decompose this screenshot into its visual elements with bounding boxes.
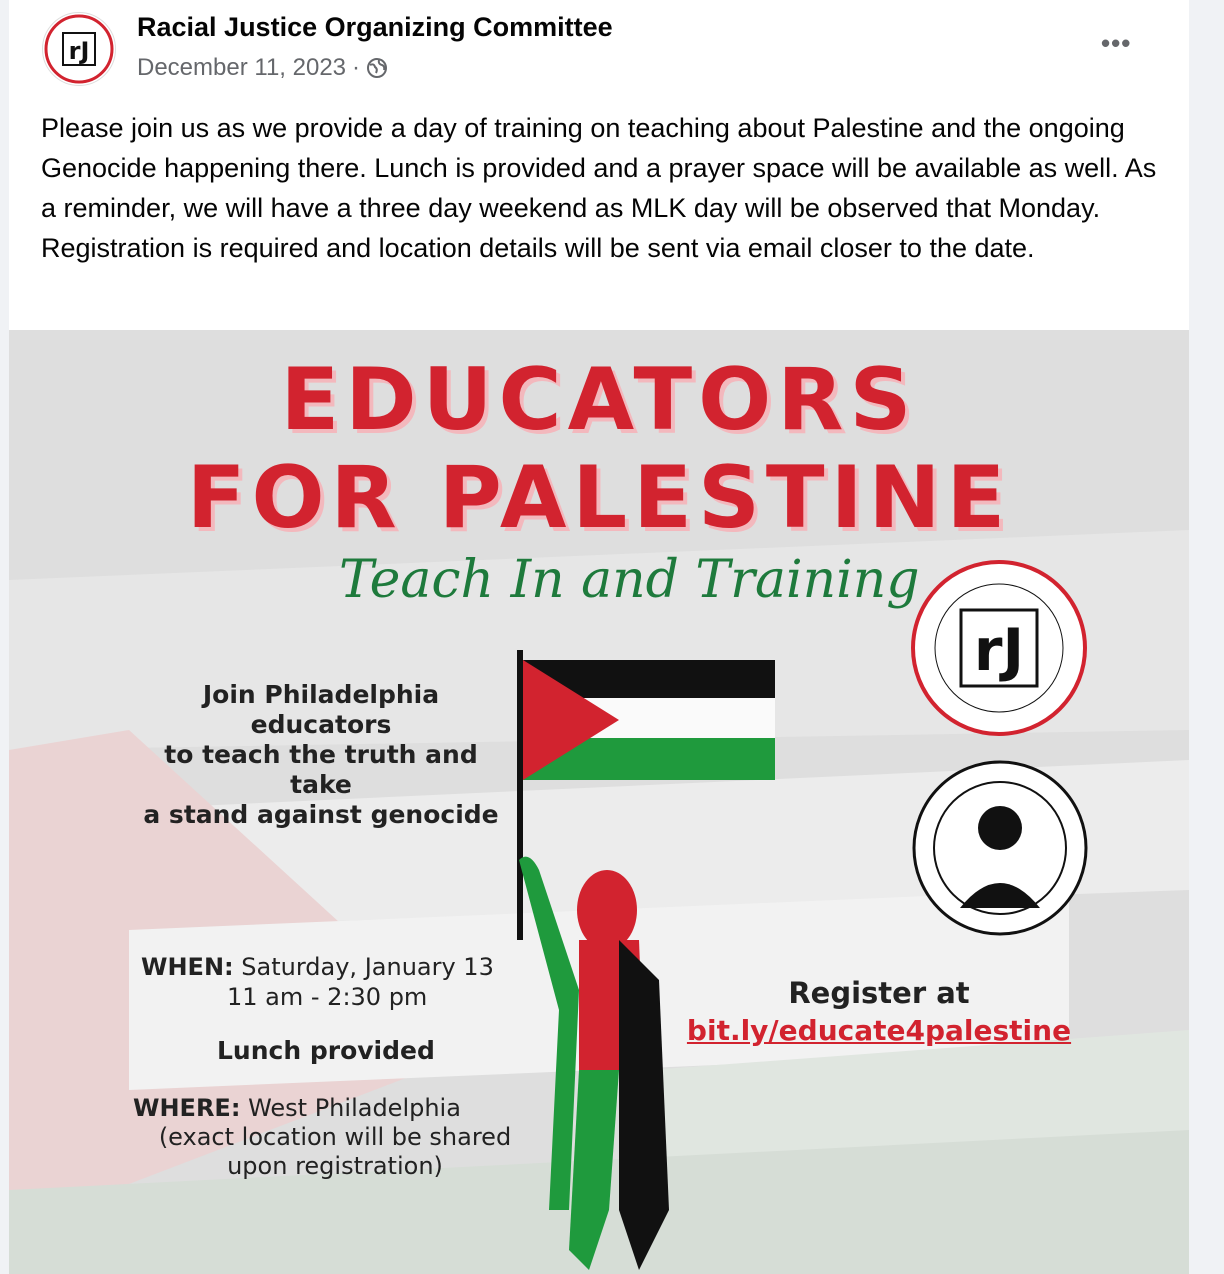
page-name[interactable]: Racial Justice Organizing Committee	[137, 12, 613, 42]
globe-icon[interactable]	[366, 57, 388, 79]
more-options-icon[interactable]: •••	[1101, 28, 1132, 58]
register-link[interactable]: bit.ly/educate4palestine	[686, 1014, 1072, 1047]
rj-logo-icon	[43, 13, 115, 85]
where-label: WHERE:	[133, 1094, 241, 1122]
flyer-where	[133, 1094, 533, 1181]
flyer-lunch: Lunch provided	[217, 1036, 435, 1065]
when-value: Saturday, January 13	[241, 953, 494, 981]
meta-separator: ·	[352, 54, 361, 81]
post-date[interactable]: December 11, 2023	[137, 54, 347, 81]
flyer-subtitle: Teach In and Training	[339, 550, 920, 610]
where-note: (exact location will be shared upon registration)	[158, 1123, 512, 1180]
post-caption: Please join us as we provide a day of training on teaching about Palestine and the ongoing Genocide happening there. Lunch is provided and a prayer space will be available as well. As a reminder, we will have a three day weekend as MLK day will be observed that Monday. Registration is required and location details will be sent via email closer to the date.	[41, 113, 1157, 263]
svg-text:rJ: rJ	[973, 616, 1025, 684]
racial-justice-logo	[909, 558, 1089, 738]
facebook-post	[9, 0, 1189, 1274]
where-value: West Philadelphia	[248, 1094, 461, 1122]
flyer-when	[141, 952, 521, 1012]
flyer-title-line2: FOR PALESTINE	[186, 448, 1012, 548]
svg-text:rJ: rJ	[68, 37, 90, 65]
when-time: 11 am - 2:30 pm	[227, 983, 428, 1011]
flyer-join-text: Join Philadelphia educators to teach the truth and take a stand against genocide	[143, 680, 499, 829]
when-label: WHEN:	[141, 953, 234, 981]
post-image-flyer[interactable]	[9, 330, 1189, 1274]
post-meta	[137, 54, 388, 82]
flyer-title-line1: EDUCATORS	[280, 350, 918, 450]
palestinian-flag-figure	[509, 650, 789, 1270]
register-label: Register at	[788, 976, 970, 1010]
page-avatar[interactable]	[42, 12, 116, 86]
du-bois-school-logo	[905, 758, 1095, 938]
